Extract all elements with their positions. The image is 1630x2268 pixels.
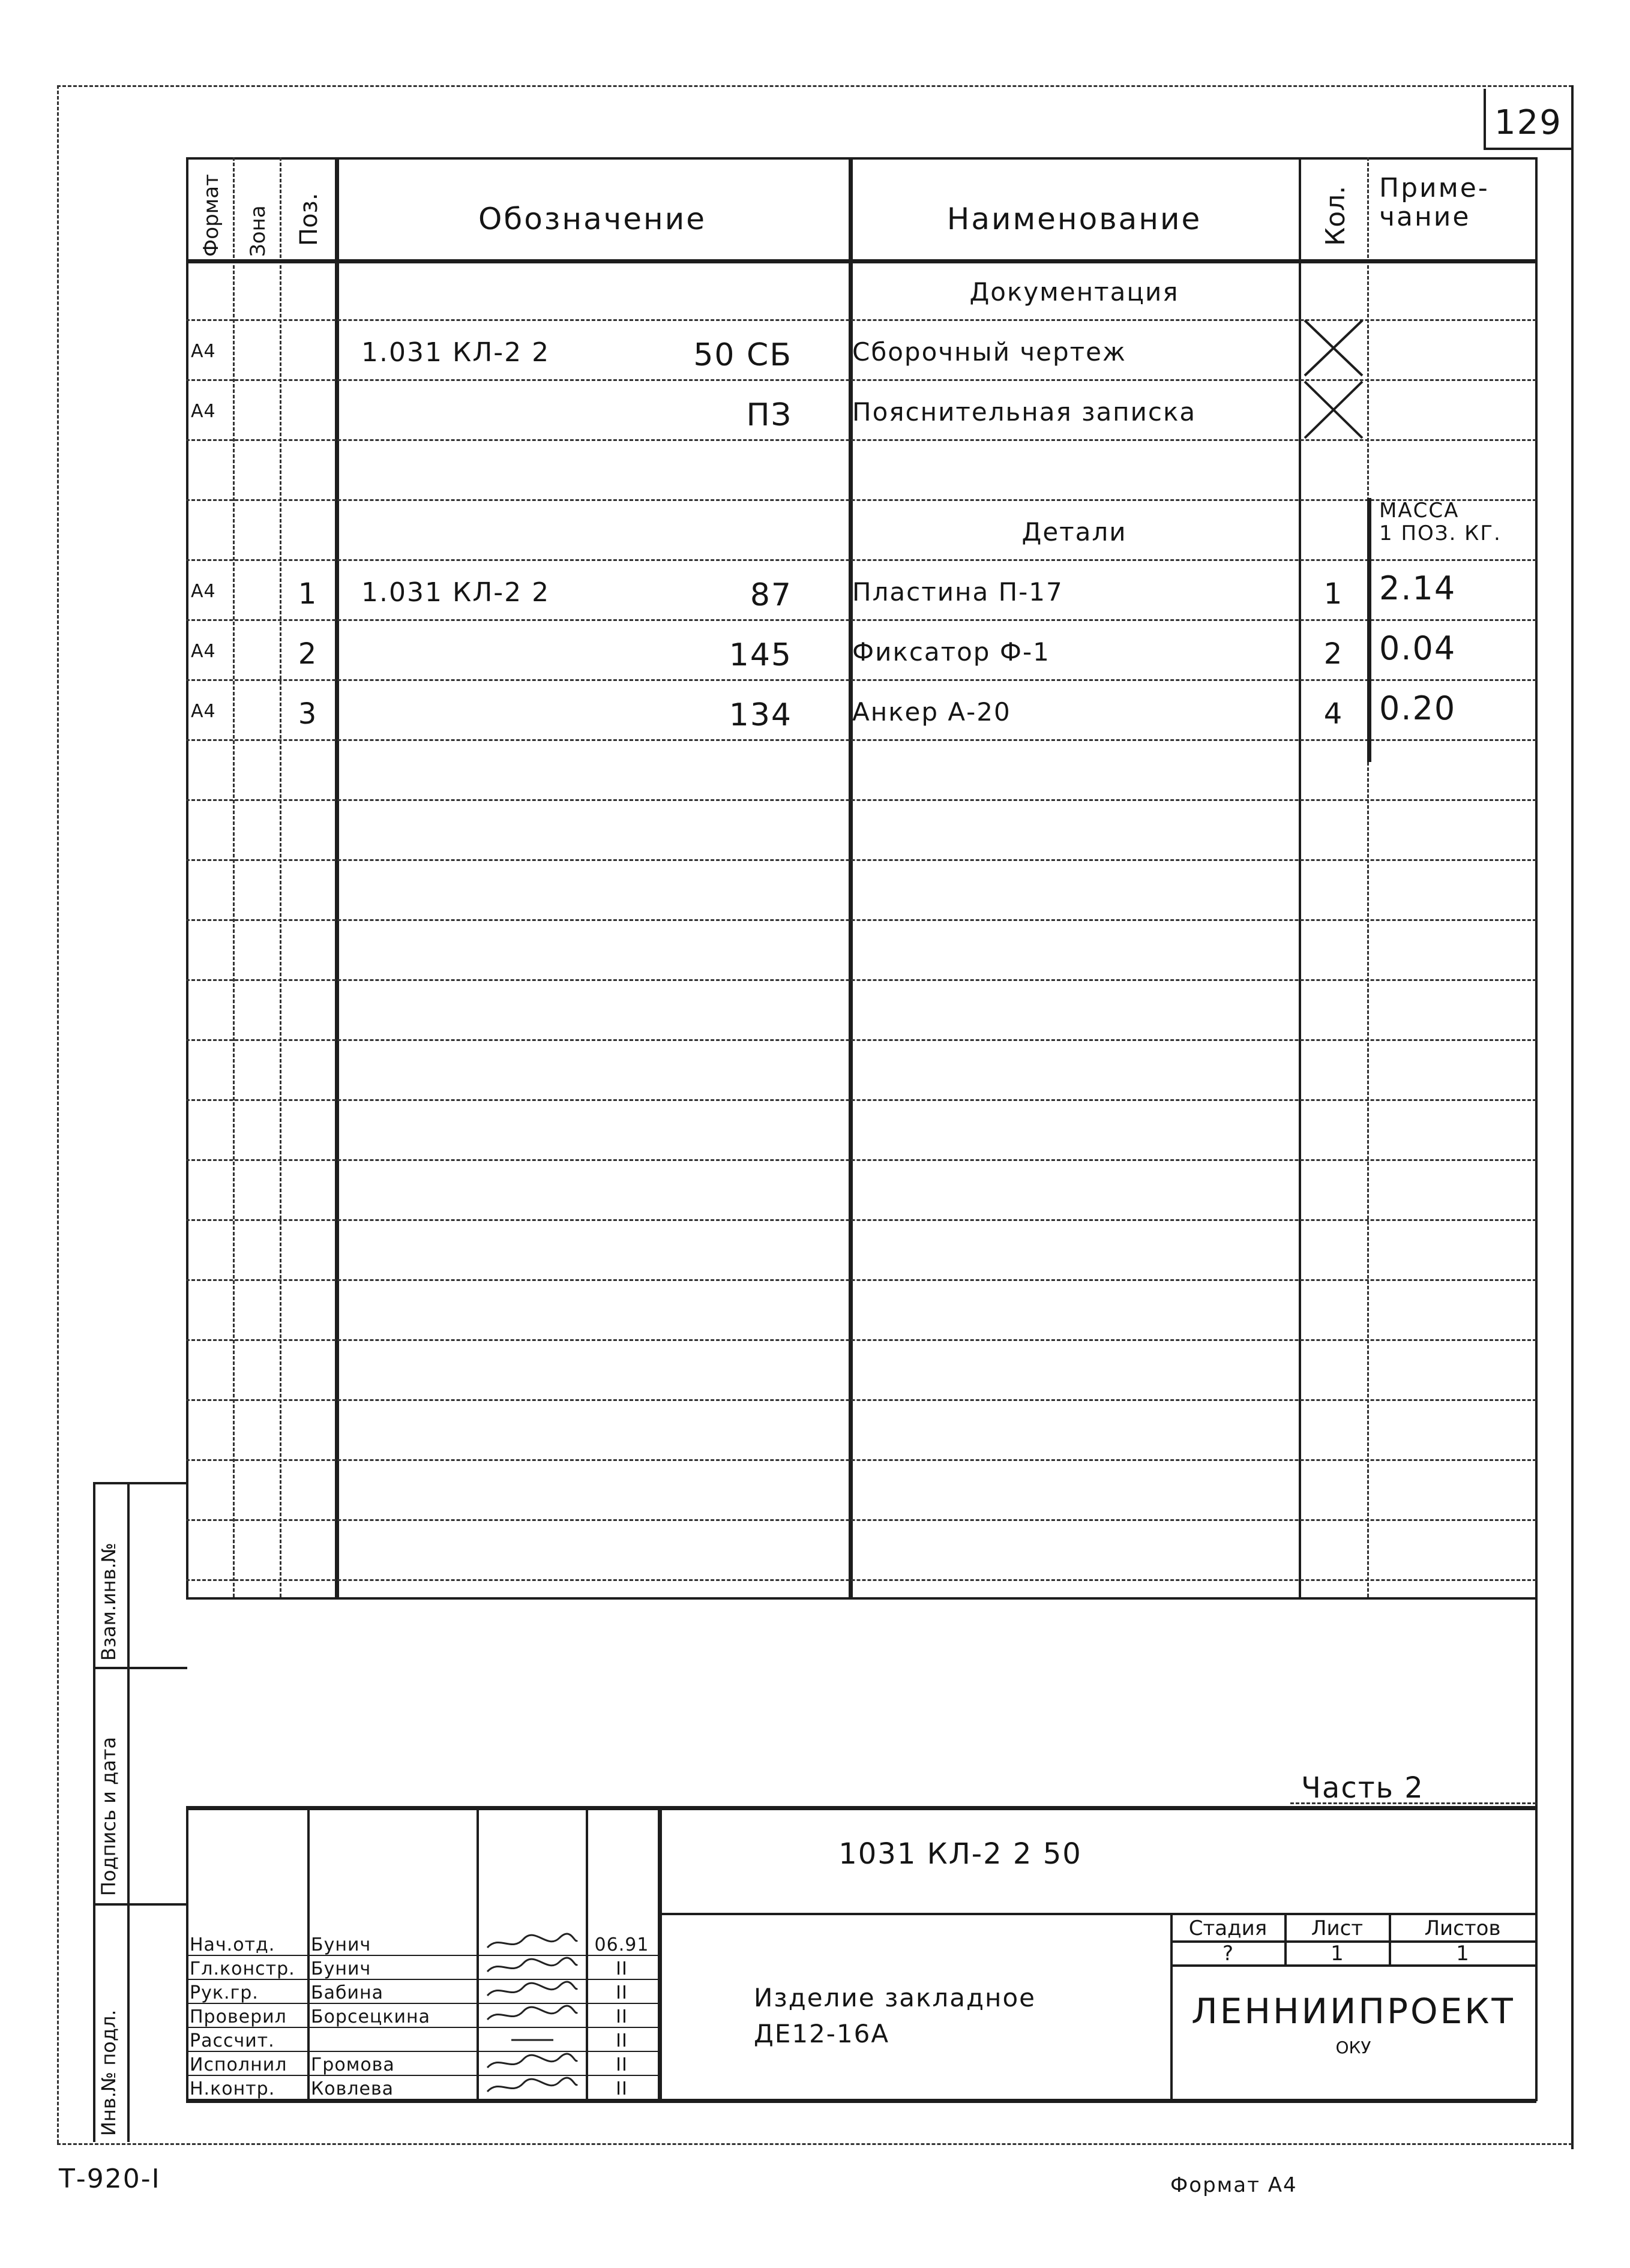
role-date: II [616, 2054, 628, 2075]
product-name: Изделие закладное ДЕ12-16А [754, 1983, 1036, 2048]
frame-bottom [57, 2143, 1572, 2145]
row-designation: 1.031 КЛ-2 2 [361, 337, 550, 368]
header-format: Формат [199, 174, 223, 257]
signature-scribble [481, 2004, 583, 2026]
row-pos: 1 [298, 577, 318, 611]
row-note: МАССА 1 ПОЗ. КГ. [1379, 499, 1502, 545]
role-title: Гл.констр. [190, 1958, 295, 1979]
sheet-value: 1 [1331, 1942, 1344, 1966]
row-line [186, 859, 1536, 861]
signature-scribble [481, 1956, 583, 1978]
header-qty: Кол. [1320, 185, 1351, 246]
row-line [186, 1519, 1536, 1521]
stage-label: Стадия [1188, 1916, 1268, 1940]
side-stamp-line1 [93, 1667, 187, 1669]
sheets-value: 1 [1456, 1942, 1469, 1966]
row-code: 145 [729, 637, 792, 673]
tb-col-name [307, 1806, 310, 2100]
row-line [186, 619, 1536, 621]
row-format: А4 [191, 581, 216, 602]
frame-top [57, 85, 1572, 87]
row-name: Пояснительная записка [852, 397, 1197, 427]
row-line [186, 499, 1536, 501]
row-designation: 1.031 КЛ-2 2 [361, 577, 550, 608]
header-zone: Зона [246, 205, 270, 257]
org-name: ЛЕННИИПРОЕКТ [1191, 1991, 1515, 2032]
row-line [186, 1159, 1536, 1161]
title-block-top [186, 1806, 1536, 1810]
row-line [186, 679, 1536, 681]
tb-col-sign [477, 1806, 479, 2100]
row-line [186, 1459, 1536, 1461]
role-person: Ковлева [311, 2078, 394, 2099]
role-person: Борсецкина [311, 2006, 430, 2027]
row-name: Сборочный чертеж [852, 337, 1126, 367]
row-name: Фиксатор Ф-1 [852, 637, 1050, 667]
role-date: II [616, 2078, 628, 2099]
row-line [186, 559, 1536, 561]
row-name: Анкер А-20 [852, 697, 1011, 727]
row-format: А4 [191, 701, 216, 722]
role-title: Н.контр. [190, 2078, 275, 2099]
header-bottom-line [186, 259, 1536, 263]
side-label-replace: Взам.инв.№ [97, 1543, 120, 1661]
row-name: Пластина П-17 [852, 577, 1063, 607]
col-sep-zone [233, 157, 235, 1597]
side-stamp-line2 [93, 1903, 187, 1906]
row-pos: 3 [298, 697, 318, 731]
footer-series: Т-920-I [59, 2164, 161, 2194]
part-label: Часть 2 [1301, 1771, 1424, 1805]
qty-cross-marks [1300, 316, 1367, 448]
role-title: Нач.отд. [190, 1934, 275, 1955]
row-format: А4 [191, 401, 216, 422]
role-title: Рассчит. [190, 2030, 275, 2051]
col-sep-pos [280, 157, 281, 1597]
table-left-border [186, 157, 188, 1597]
frame-right [1571, 85, 1574, 2149]
row-line [186, 919, 1536, 921]
row-note: 2.14 [1379, 569, 1457, 607]
table-top-border [186, 157, 1536, 160]
tb-code-bottom [658, 1913, 1536, 1915]
row-line [186, 739, 1536, 741]
footer-format: Формат А4 [1170, 2173, 1298, 2197]
row-pos: 2 [298, 637, 318, 671]
role-date: II [616, 2006, 628, 2027]
row-qty: 2 [1323, 637, 1344, 671]
row-line [186, 1099, 1536, 1101]
signature-scribble [481, 2028, 583, 2050]
stage-value: ? [1222, 1942, 1234, 1966]
side-label-inv-orig: Инв.№ подл. [97, 2009, 120, 2136]
page-number-box-left [1484, 89, 1486, 149]
role-person: Громова [311, 2054, 395, 2075]
sheet-label: Лист [1311, 1916, 1364, 1940]
role-person: Бунич [311, 1934, 371, 1955]
header-name: Наименование [946, 202, 1202, 236]
side-stamp-left [93, 1482, 95, 2142]
signature-scribble [481, 1932, 583, 1954]
row-format: А4 [191, 641, 216, 662]
row-note: 0.20 [1379, 689, 1457, 727]
page-number-box-bottom [1484, 148, 1571, 150]
row-code: 134 [729, 697, 792, 733]
role-date: II [616, 1958, 628, 1979]
row-qty: 4 [1323, 697, 1344, 731]
mass-column-marker [1367, 498, 1371, 762]
row-code: 50 СБ [693, 337, 792, 373]
signature-scribble [481, 2076, 583, 2098]
doc-code: 1031 КЛ-2 2 50 [838, 1837, 1082, 1871]
header-pos: Поз. [295, 193, 323, 246]
row-qty: 1 [1323, 577, 1344, 611]
col-sep-designation [335, 157, 339, 1597]
row-name: Документация [969, 277, 1179, 307]
side-label-sign-date: Подпись и дата [97, 1736, 120, 1896]
signature-scribble [481, 1980, 583, 2002]
page-number: 129 [1494, 103, 1562, 142]
row-line [186, 1219, 1536, 1221]
role-title: Рук.гр. [190, 1982, 259, 2003]
row-line [186, 1339, 1536, 1341]
row-code: ПЗ [746, 397, 792, 433]
role-title: Проверил [190, 2006, 287, 2027]
row-note: 0.04 [1379, 629, 1457, 667]
tb-left [186, 1806, 188, 2100]
row-format: А4 [191, 341, 216, 362]
row-line [186, 799, 1536, 801]
row-line [186, 1579, 1536, 1581]
signature-scribble [481, 2052, 583, 2074]
side-stamp-mid [127, 1482, 130, 2142]
role-title: Исполнил [190, 2054, 287, 2075]
row-line [186, 1399, 1536, 1401]
col-sep-name [849, 157, 853, 1597]
header-note: Приме- чание [1379, 173, 1490, 232]
sheets-label: Листов [1424, 1916, 1501, 1940]
role-date: II [616, 1982, 628, 2003]
table-bottom-line [186, 1597, 1536, 1600]
col-sep-note [1367, 157, 1369, 1597]
row-line [186, 1279, 1536, 1281]
frame-left [57, 85, 59, 2143]
role-person: Бабина [311, 1982, 383, 2003]
row-code: 87 [750, 577, 792, 613]
row-name: Детали [1021, 517, 1127, 547]
role-date: 06.91 [594, 1934, 649, 1955]
org-sub: ОКУ [1335, 2038, 1371, 2057]
row-line [186, 979, 1536, 981]
row-line [186, 1039, 1536, 1041]
part-underline [1290, 1802, 1536, 1804]
header-designation: Обозначение [478, 202, 706, 236]
role-person: Бунич [311, 1958, 371, 1979]
side-stamp-top [93, 1482, 187, 1484]
role-date: II [616, 2030, 628, 2051]
